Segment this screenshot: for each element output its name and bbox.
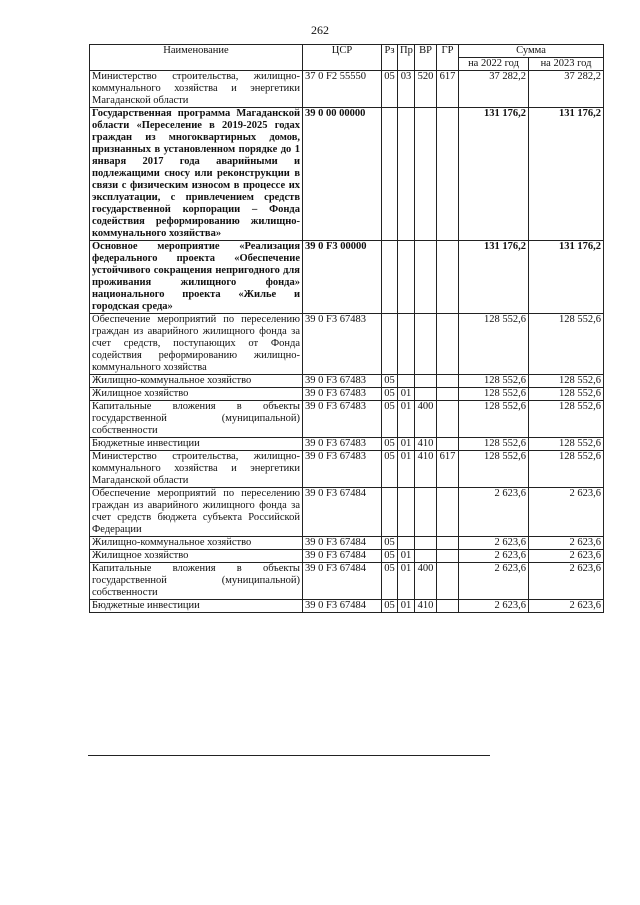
row-sum-2022: 2 623,6 [459, 600, 529, 613]
row-name: Жилищное хозяйство [90, 388, 303, 401]
row-rz: 05 [382, 550, 398, 563]
row-pr [398, 375, 415, 388]
row-name: Капитальные вложения в объекты государственной (муниципальной) собственности [90, 563, 303, 600]
row-vr: 400 [415, 401, 437, 438]
row-pr [398, 241, 415, 314]
row-gr [437, 241, 459, 314]
row-rz: 05 [382, 375, 398, 388]
row-rz: 05 [382, 401, 398, 438]
row-sum-2022: 37 282,2 [459, 71, 529, 108]
page-number: 262 [311, 23, 329, 37]
row-csr: 39 0 F3 67483 [303, 451, 382, 488]
budget-table [89, 44, 604, 613]
row-vr: 410 [415, 438, 437, 451]
row-gr: 617 [437, 71, 459, 108]
row-sum-2023: 128 552,6 [529, 388, 604, 401]
row-rz: 05 [382, 451, 398, 488]
row-gr [437, 537, 459, 550]
table-row [90, 388, 604, 401]
row-gr [437, 438, 459, 451]
row-sum-2023: 128 552,6 [529, 438, 604, 451]
row-name: Жилищное хозяйство [90, 550, 303, 563]
row-sum-2022: 128 552,6 [459, 388, 529, 401]
row-sum-2023: 128 552,6 [529, 314, 604, 375]
row-rz [382, 108, 398, 241]
row-sum-2023: 131 176,2 [529, 241, 604, 314]
row-rz: 05 [382, 537, 398, 550]
header-2023: на 2023 год [529, 58, 604, 71]
row-vr [415, 388, 437, 401]
row-name: Обеспечение мероприятий по переселению граждан из аварийного жилищного фонда за счет средств бюджета субъекта Российской Федерации [90, 488, 303, 537]
row-sum-2022: 2 623,6 [459, 537, 529, 550]
table-row [90, 451, 604, 488]
row-rz: 05 [382, 563, 398, 600]
table-row [90, 375, 604, 388]
row-gr [437, 388, 459, 401]
row-vr: 400 [415, 563, 437, 600]
row-name: Министерство строительства, жилищно-коммунального хозяйства и энергетики Магаданской области [90, 451, 303, 488]
table-row [90, 563, 604, 600]
row-csr: 39 0 F3 67483 [303, 401, 382, 438]
row-gr [437, 401, 459, 438]
row-sum-2022: 128 552,6 [459, 314, 529, 375]
header-gr: ГР [437, 45, 459, 71]
row-sum-2022: 2 623,6 [459, 563, 529, 600]
row-gr: 617 [437, 451, 459, 488]
header-name: Наименование [90, 45, 303, 71]
row-vr [415, 314, 437, 375]
row-gr [437, 375, 459, 388]
row-pr: 01 [398, 563, 415, 600]
header-pr: Пр [398, 45, 415, 71]
row-sum-2022: 128 552,6 [459, 438, 529, 451]
table-row [90, 600, 604, 613]
row-pr [398, 108, 415, 241]
row-pr: 01 [398, 401, 415, 438]
row-name: Капитальные вложения в объекты государственной (муниципальной) собственности [90, 401, 303, 438]
row-sum-2023: 131 176,2 [529, 108, 604, 241]
row-sum-2023: 2 623,6 [529, 488, 604, 537]
row-sum-2022: 2 623,6 [459, 488, 529, 537]
row-pr [398, 537, 415, 550]
row-csr: 39 0 F3 67484 [303, 537, 382, 550]
row-sum-2023: 2 623,6 [529, 537, 604, 550]
row-pr: 01 [398, 451, 415, 488]
row-vr: 410 [415, 451, 437, 488]
row-sum-2022: 2 623,6 [459, 550, 529, 563]
row-sum-2023: 2 623,6 [529, 563, 604, 600]
row-pr: 01 [398, 600, 415, 613]
table-body [90, 71, 604, 613]
row-csr: 39 0 F3 67483 [303, 375, 382, 388]
row-csr: 39 0 00 00000 [303, 108, 382, 241]
row-gr [437, 563, 459, 600]
row-sum-2022: 128 552,6 [459, 401, 529, 438]
table-row [90, 241, 604, 314]
row-name: Государственная программа Магаданской области «Переселение в 2019-2025 годах граждан из многоквартирных домов, признанных в установленном порядке до 1 января 2017 года аварийными и подлежащими сносу или реконструкции в связи с физическим износом в процессе их эксплуатации, с привлечением средств государственной корпорации – Фонда содействия реформированию жилищно-коммунального хозяйства» [90, 108, 303, 241]
header-rz: Рз [382, 45, 398, 71]
row-sum-2022: 131 176,2 [459, 241, 529, 314]
row-csr: 39 0 F3 00000 [303, 241, 382, 314]
row-pr: 01 [398, 388, 415, 401]
footer-rule [88, 755, 490, 756]
row-vr [415, 241, 437, 314]
row-gr [437, 488, 459, 537]
row-sum-2022: 128 552,6 [459, 451, 529, 488]
row-sum-2023: 37 282,2 [529, 71, 604, 108]
header-vr: ВР [415, 45, 437, 71]
row-name: Бюджетные инвестиции [90, 438, 303, 451]
row-gr [437, 550, 459, 563]
row-rz: 05 [382, 600, 398, 613]
table-row [90, 550, 604, 563]
row-pr: 01 [398, 550, 415, 563]
row-rz: 05 [382, 388, 398, 401]
table-row [90, 537, 604, 550]
row-vr [415, 108, 437, 241]
row-pr [398, 488, 415, 537]
table-row [90, 401, 604, 438]
row-pr [398, 314, 415, 375]
table-row [90, 314, 604, 375]
row-csr: 39 0 F3 67484 [303, 550, 382, 563]
row-csr: 39 0 F3 67484 [303, 563, 382, 600]
row-name: Жилищно-коммунальное хозяйство [90, 537, 303, 550]
row-vr [415, 488, 437, 537]
row-csr: 39 0 F3 67483 [303, 388, 382, 401]
row-sum-2022: 128 552,6 [459, 375, 529, 388]
row-pr: 01 [398, 438, 415, 451]
header-2022: на 2022 год [459, 58, 529, 71]
header-sum: Сумма [459, 45, 604, 58]
row-name: Основное мероприятие «Реализация федерального проекта «Обеспечение устойчивого сокращения непригодного для проживания жилищного фонда» национального проекта «Жилье и городская среда» [90, 241, 303, 314]
row-rz [382, 314, 398, 375]
header-row [90, 45, 604, 58]
row-sum-2023: 2 623,6 [529, 550, 604, 563]
row-vr: 520 [415, 71, 437, 108]
row-rz: 05 [382, 438, 398, 451]
row-csr: 37 0 F2 55550 [303, 71, 382, 108]
row-name: Жилищно-коммунальное хозяйство [90, 375, 303, 388]
row-sum-2023: 2 623,6 [529, 600, 604, 613]
row-sum-2023: 128 552,6 [529, 451, 604, 488]
row-gr [437, 314, 459, 375]
row-pr: 03 [398, 71, 415, 108]
row-csr: 39 0 F3 67483 [303, 314, 382, 375]
row-vr: 410 [415, 600, 437, 613]
row-name: Бюджетные инвестиции [90, 600, 303, 613]
row-rz [382, 488, 398, 537]
table-row [90, 71, 604, 108]
row-csr: 39 0 F3 67484 [303, 600, 382, 613]
row-sum-2023: 128 552,6 [529, 375, 604, 388]
row-vr [415, 375, 437, 388]
table-row [90, 488, 604, 537]
table-row [90, 438, 604, 451]
row-csr: 39 0 F3 67484 [303, 488, 382, 537]
row-name: Министерство строительства, жилищно-коммунального хозяйства и энергетики Магаданской области [90, 71, 303, 108]
row-rz: 05 [382, 71, 398, 108]
row-gr [437, 600, 459, 613]
table-row [90, 108, 604, 241]
row-name: Обеспечение мероприятий по переселению граждан из аварийного жилищного фонда за счет средств, поступающих от Фонда содействия реформированию жилищно-коммунального хозяйства [90, 314, 303, 375]
row-rz [382, 241, 398, 314]
row-sum-2022: 131 176,2 [459, 108, 529, 241]
row-vr [415, 550, 437, 563]
row-sum-2023: 128 552,6 [529, 401, 604, 438]
header-csr: ЦСР [303, 45, 382, 71]
row-csr: 39 0 F3 67483 [303, 438, 382, 451]
row-vr [415, 537, 437, 550]
row-gr [437, 108, 459, 241]
